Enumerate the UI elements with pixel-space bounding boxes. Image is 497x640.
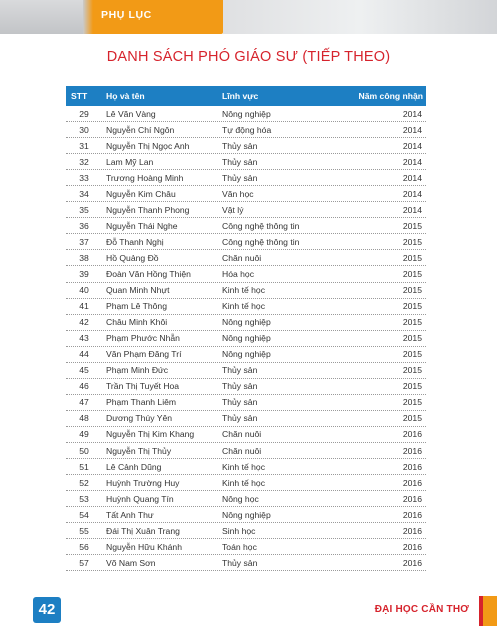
cell-stt: 57 xyxy=(79,557,89,568)
cell-stt: 39 xyxy=(79,268,89,279)
table-row xyxy=(66,491,426,507)
cell-field: Sinh học xyxy=(222,525,256,536)
cell-stt: 32 xyxy=(79,156,89,167)
table-body xyxy=(66,106,426,571)
column-header-year: Năm công nhận xyxy=(358,91,423,101)
cell-stt: 44 xyxy=(79,349,89,360)
cell-name: Phạm Phước Nhẫn xyxy=(106,333,180,344)
page-number: 42 xyxy=(33,597,61,623)
cell-field: Thủy sản xyxy=(222,557,258,568)
table-row xyxy=(66,283,426,299)
cell-stt: 45 xyxy=(79,365,89,376)
table-row xyxy=(66,154,426,170)
cell-name: Nguyễn Kim Châu xyxy=(106,188,176,199)
cell-year: 2016 xyxy=(402,477,422,488)
section-tab-notch xyxy=(83,0,93,34)
table-row xyxy=(66,427,426,443)
cell-year: 2015 xyxy=(402,413,422,424)
header-grey-right xyxy=(223,0,497,34)
cell-stt: 38 xyxy=(79,252,89,263)
table-header xyxy=(66,86,426,106)
cell-name: Huỳnh Trường Huy xyxy=(106,477,180,488)
cell-name: Trần Thị Tuyết Hoa xyxy=(106,381,180,392)
table-row xyxy=(66,331,426,347)
cell-stt: 30 xyxy=(79,124,89,135)
cell-stt: 52 xyxy=(79,477,89,488)
cell-year: 2016 xyxy=(402,509,422,520)
cell-name: Phạm Lê Thông xyxy=(106,301,167,312)
cell-field: Nông nghiệp xyxy=(222,108,271,119)
top-header-band xyxy=(0,0,497,34)
cell-field: Công nghệ thông tin xyxy=(222,220,300,231)
cell-year: 2016 xyxy=(402,461,422,472)
footer-corner-decoration xyxy=(483,596,497,626)
cell-stt: 36 xyxy=(79,220,89,231)
cell-year: 2014 xyxy=(402,156,422,167)
cell-field: Công nghệ thông tin xyxy=(222,236,300,247)
cell-name: Nguyễn Thanh Phong xyxy=(106,204,190,215)
cell-name: Nguyễn Hữu Khánh xyxy=(106,541,182,552)
column-header-name: Họ và tên xyxy=(106,91,145,101)
cell-year: 2015 xyxy=(402,381,422,392)
footer-corner-strip xyxy=(479,596,483,626)
cell-field: Nông học xyxy=(222,493,259,504)
cell-field: Kinh tế học xyxy=(222,285,265,296)
table-row xyxy=(66,395,426,411)
cell-stt: 29 xyxy=(79,108,89,119)
cell-field: Hóa học xyxy=(222,268,255,279)
cell-year: 2016 xyxy=(402,445,422,456)
cell-name: Đoàn Văn Hồng Thiện xyxy=(106,268,191,279)
cell-stt: 49 xyxy=(79,429,89,440)
cell-year: 2015 xyxy=(402,333,422,344)
table-row xyxy=(66,299,426,315)
table-row xyxy=(66,122,426,138)
cell-year: 2015 xyxy=(402,317,422,328)
cell-stt: 43 xyxy=(79,333,89,344)
cell-year: 2015 xyxy=(402,268,422,279)
cell-name: Võ Nam Sơn xyxy=(106,557,156,568)
cell-stt: 53 xyxy=(79,493,89,504)
cell-name: Lê Cảnh Dũng xyxy=(106,461,162,472)
table-row xyxy=(66,234,426,250)
cell-stt: 34 xyxy=(79,188,89,199)
cell-field: Văn học xyxy=(222,188,254,199)
cell-field: Nông nghiệp xyxy=(222,349,271,360)
cell-stt: 50 xyxy=(79,445,89,456)
cell-name: Lam Mỹ Lan xyxy=(106,156,154,167)
cell-name: Đái Thị Xuân Trang xyxy=(106,525,180,536)
cell-year: 2014 xyxy=(402,204,422,215)
cell-year: 2016 xyxy=(402,541,422,552)
cell-year: 2015 xyxy=(402,220,422,231)
cell-field: Thủy sản xyxy=(222,156,258,167)
cell-stt: 54 xyxy=(79,509,89,520)
section-label: PHỤ LỤC xyxy=(101,9,152,21)
table-row xyxy=(66,202,426,218)
cell-stt: 42 xyxy=(79,317,89,328)
cell-field: Nông nghiệp xyxy=(222,509,271,520)
table-row xyxy=(66,315,426,331)
cell-name: Phạm Minh Đức xyxy=(106,365,169,376)
cell-field: Thủy sản xyxy=(222,172,258,183)
cell-stt: 35 xyxy=(79,204,89,215)
table-row xyxy=(66,106,426,122)
column-header-field: Lĩnh vực xyxy=(222,91,259,101)
cell-year: 2015 xyxy=(402,349,422,360)
cell-name: Huỳnh Quang Tín xyxy=(106,493,174,504)
cell-name: Nguyễn Thị Kim Khang xyxy=(106,429,195,440)
cell-year: 2014 xyxy=(402,124,422,135)
cell-field: Thủy sản xyxy=(222,413,258,424)
cell-name: Trương Hoàng Minh xyxy=(106,172,184,183)
cell-field: Vật lý xyxy=(222,204,244,215)
cell-name: Quan Minh Nhựt xyxy=(106,285,170,296)
table-row xyxy=(66,250,426,266)
cell-name: Nguyễn Thị Ngọc Anh xyxy=(106,140,190,151)
cell-field: Kinh tế học xyxy=(222,461,265,472)
cell-field: Thủy sản xyxy=(222,140,258,151)
cell-year: 2016 xyxy=(402,493,422,504)
cell-stt: 47 xyxy=(79,397,89,408)
cell-year: 2016 xyxy=(402,557,422,568)
cell-field: Kinh tế học xyxy=(222,477,265,488)
footer-brand: ĐẠI HỌC CẦN THƠ xyxy=(374,604,469,615)
cell-stt: 37 xyxy=(79,236,89,247)
cell-stt: 56 xyxy=(79,541,89,552)
cell-year: 2016 xyxy=(402,429,422,440)
table-row xyxy=(66,443,426,459)
table-row xyxy=(66,411,426,427)
cell-stt: 46 xyxy=(79,381,89,392)
cell-name: Tất Anh Thư xyxy=(106,509,154,520)
cell-name: Dương Thúy Yên xyxy=(106,413,173,424)
cell-stt: 31 xyxy=(79,140,89,151)
cell-stt: 41 xyxy=(79,301,89,312)
table-row xyxy=(66,459,426,475)
cell-field: Toán học xyxy=(222,541,257,552)
cell-stt: 40 xyxy=(79,285,89,296)
cell-name: Nguyễn Thị Thủy xyxy=(106,445,172,456)
cell-stt: 51 xyxy=(79,461,89,472)
cell-stt: 55 xyxy=(79,525,89,536)
table-row xyxy=(66,379,426,395)
cell-year: 2015 xyxy=(402,252,422,263)
column-header-stt: STT xyxy=(71,91,88,101)
cell-name: Văn Phạm Đăng Trí xyxy=(106,349,182,360)
cell-field: Thủy sản xyxy=(222,381,258,392)
cell-name: Nguyễn Thái Nghe xyxy=(106,220,178,231)
header-grey-left xyxy=(0,0,83,34)
table-row xyxy=(66,138,426,154)
cell-name: Lê Văn Vàng xyxy=(106,108,156,119)
table-row xyxy=(66,475,426,491)
cell-field: Nông nghiệp xyxy=(222,317,271,328)
cell-stt: 33 xyxy=(79,172,89,183)
cell-name: Châu Minh Khôi xyxy=(106,317,168,328)
cell-field: Kinh tế học xyxy=(222,301,265,312)
cell-field: Chăn nuôi xyxy=(222,429,262,440)
table-row xyxy=(66,555,426,571)
cell-field: Chăn nuôi xyxy=(222,252,262,263)
table-row xyxy=(66,218,426,234)
cell-field: Thủy sản xyxy=(222,365,258,376)
table-row xyxy=(66,170,426,186)
table-row xyxy=(66,347,426,363)
cell-year: 2015 xyxy=(402,301,422,312)
cell-year: 2016 xyxy=(402,525,422,536)
cell-year: 2015 xyxy=(402,365,422,376)
cell-name: Phạm Thanh Liêm xyxy=(106,397,177,408)
page-title: DANH SÁCH PHÓ GIÁO SƯ (TIẾP THEO) xyxy=(106,49,391,65)
cell-field: Chăn nuôi xyxy=(222,445,262,456)
cell-name: Hồ Quảng Đồ xyxy=(106,252,159,263)
cell-year: 2015 xyxy=(402,397,422,408)
cell-year: 2014 xyxy=(402,140,422,151)
table-row xyxy=(66,363,426,379)
table-row xyxy=(66,186,426,202)
table-row xyxy=(66,507,426,523)
cell-name: Nguyễn Chí Ngôn xyxy=(106,124,175,135)
cell-name: Đỗ Thanh Nghị xyxy=(106,236,164,247)
cell-year: 2014 xyxy=(402,172,422,183)
cell-field: Nông nghiệp xyxy=(222,333,271,344)
cell-year: 2014 xyxy=(402,108,422,119)
professor-table xyxy=(66,86,426,571)
cell-field: Thủy sản xyxy=(222,397,258,408)
table-row xyxy=(66,539,426,555)
cell-year: 2015 xyxy=(402,285,422,296)
table-row xyxy=(66,523,426,539)
cell-field: Tự động hóa xyxy=(222,124,272,135)
cell-stt: 48 xyxy=(79,413,89,424)
table-row xyxy=(66,266,426,282)
cell-year: 2015 xyxy=(402,236,422,247)
cell-year: 2014 xyxy=(402,188,422,199)
